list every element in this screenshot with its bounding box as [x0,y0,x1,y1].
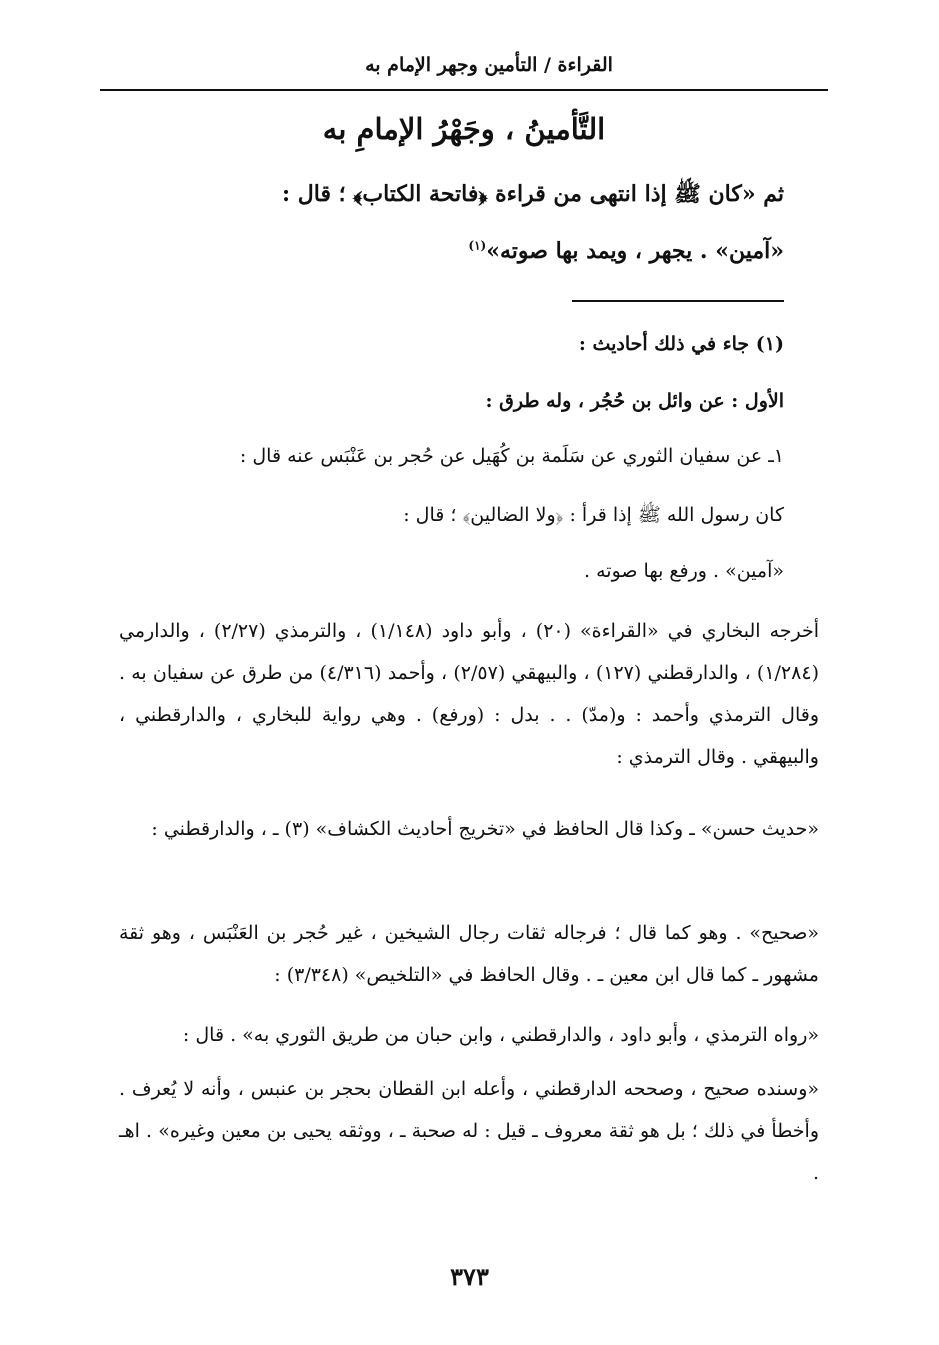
footnote-hadith-quote-cont: «آمين» . ورفع بها صوته . [584,560,784,582]
main-text-line-1: ثم «كان ﷺ إذا انتهى من قراءة ﴿فاتحة الكتاب﴾ ؛ قال : [282,181,784,207]
footnote-hasan-paragraph: «حديث حسن» ـ وكذا قال الحافظ في «تخريج أحاديث الكشاف» (٣) ـ ، والدارقطني : [151,818,819,840]
footnote-hadith-quote: كان رسول الله ﷺ إذا قرأ : ﴿ولا الضالين﴾ ؛ قال : [403,504,784,526]
footnote-route-1: ١ـ عن سفيان الثوري عن سَلَمة بن كُهَيل عن حُجر بن عَنْبَس عنه قال : [239,445,784,467]
section-title: التَّأمينُ ، وجَهْرُ الإمامِ به [322,112,606,146]
page-number: ٣٧٣ [450,1262,489,1291]
main-text-quote: «آمين» . يجهر ، ويمد بها صوته» [486,238,784,264]
running-header: القراءة / التأمين وجهر الإمام به [365,54,613,76]
footnote-marker: (١) [468,238,487,253]
footnote-isnad-paragraph: «وسنده صحيح ، وصححه الدارقطني ، وأعله ابن القطان بحجر بن عنبس ، وأنه لا يُعرف . وأخطأ في ذلك ؛ بل هو ثقة معروف ـ قيل : له صحبة ـ ، ووثقه يحيى بن معين وغيره» . اهـ . [119,1078,819,1184]
footnote-intro: (١) جاء في ذلك أحاديث : [578,333,784,355]
header-divider [100,89,828,91]
footnote-takhrij-paragraph: أخرجه البخاري في «القراءة» (٢٠) ، وأبو داود (١/١٤٨) ، والترمذي (٢/٢٧) ، والدارمي (١/٢٨٤) ، والدارقطني (١٢٧) ، والبيهقي (٢/٥٧) ، وأحمد (٤/٣١٦) من طرق عن سفيان به . وقال الترمذي وأحمد : و(مدّ) . . بدل : (ورفع) . وهي رواية للبخاري ، والدارقطني ، والبيهقي . وقال الترمذي : [119,620,820,768]
footnote-divider [572,300,784,302]
footnote-sahih-paragraph: «صحيح» . وهو كما قال ؛ فرجاله ثقات رجال الشيخين ، غير حُجر بن العَنْبَس ، وهو ثقة مشهور ـ كما قال ابن معين ـ . وقال الحافظ في «التلخيص» (٣/٣٤٨) : [119,922,819,986]
main-text-line-2 [164,238,784,264]
footnote-talkhis-quote: «رواه الترمذي ، وأبو داود ، والدارقطني ، وابن حبان من طريق الثوري به» . قال : [182,1024,819,1046]
footnote-first-narration: الأول : عن وائل بن حُجُر ، وله طرق : [485,390,784,412]
